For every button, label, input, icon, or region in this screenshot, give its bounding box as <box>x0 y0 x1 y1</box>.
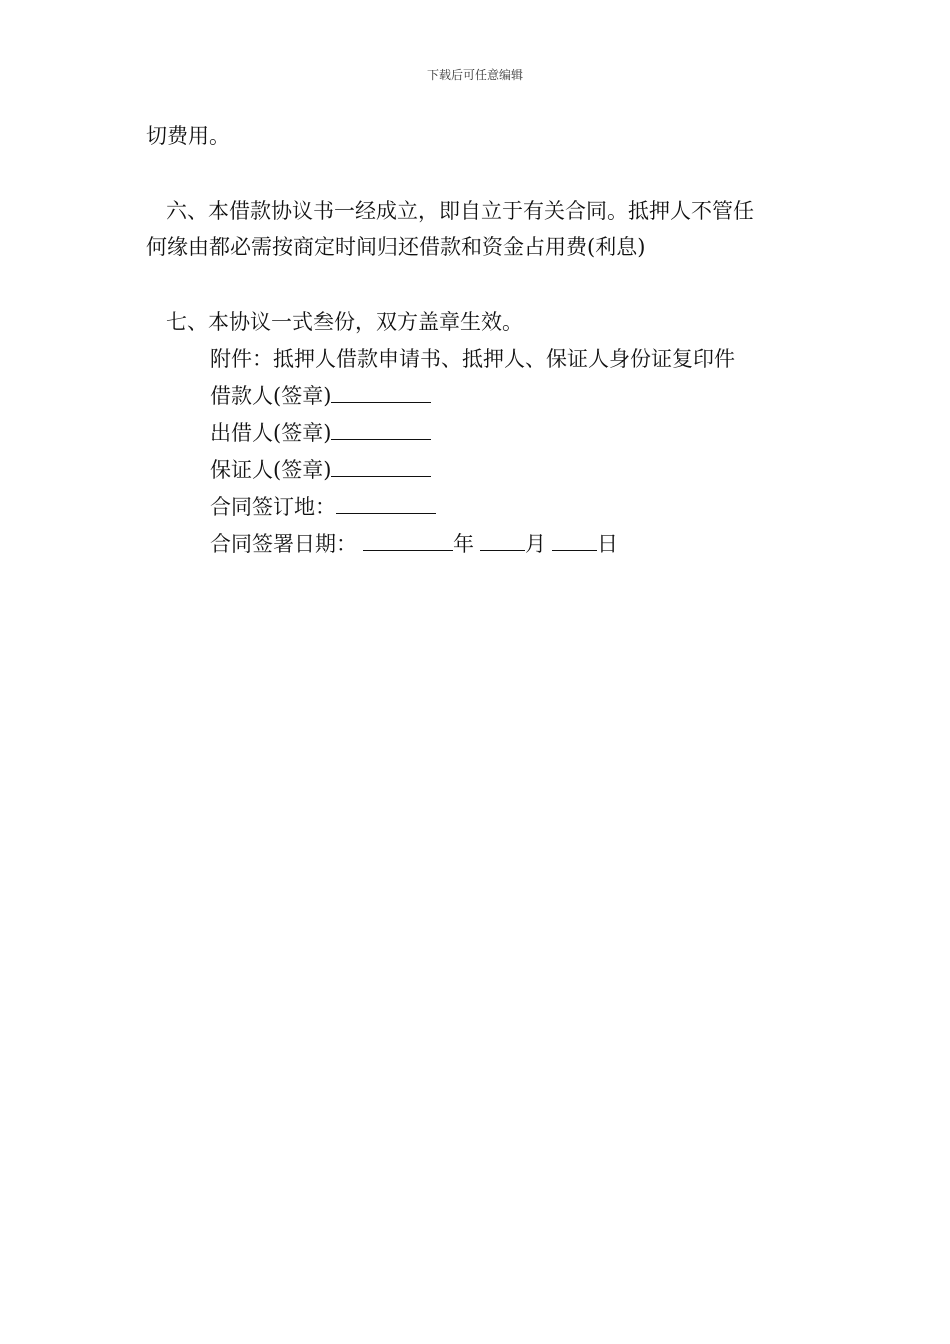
borrower-signature-line <box>210 383 431 409</box>
sign-place-line <box>210 494 436 520</box>
attachment-line: 附件：抵押人借款申请书、抵押人、保证人身份证复印件 <box>210 347 735 371</box>
month-label: 月 <box>525 532 546 556</box>
clause-7: 七、本协议一式叁份，双方盖章生效。 <box>166 310 523 334</box>
sign-date-label: 合同签署日期： <box>210 532 357 556</box>
paragraph-continuation: 切费用。 <box>146 124 230 148</box>
year-blank[interactable] <box>363 532 453 551</box>
month-blank[interactable] <box>480 532 525 551</box>
year-label: 年 <box>453 532 474 556</box>
borrower-label: 借款人(签章) <box>210 384 332 408</box>
guarantor-signature-blank[interactable] <box>331 458 431 477</box>
page-header: 下载后可任意编辑 <box>426 68 523 82</box>
sign-place-blank[interactable] <box>336 495 436 514</box>
clause-6-line-1: 六、本借款协议书一经成立，即自立于有关合同。抵押人不管任 <box>166 199 754 223</box>
lender-label: 出借人(签章) <box>210 421 332 445</box>
lender-signature-line <box>210 420 431 446</box>
sign-place-label: 合同签订地： <box>210 495 336 519</box>
lender-signature-blank[interactable] <box>331 421 431 440</box>
day-blank[interactable] <box>552 532 597 551</box>
guarantor-signature-line <box>210 457 431 483</box>
borrower-signature-blank[interactable] <box>331 384 431 403</box>
guarantor-label: 保证人(签章) <box>210 458 332 482</box>
sign-date-line <box>210 531 618 557</box>
clause-6-line-2: 何缘由都必需按商定时间归还借款和资金占用费(利息) <box>146 235 646 259</box>
day-label: 日 <box>597 532 618 556</box>
